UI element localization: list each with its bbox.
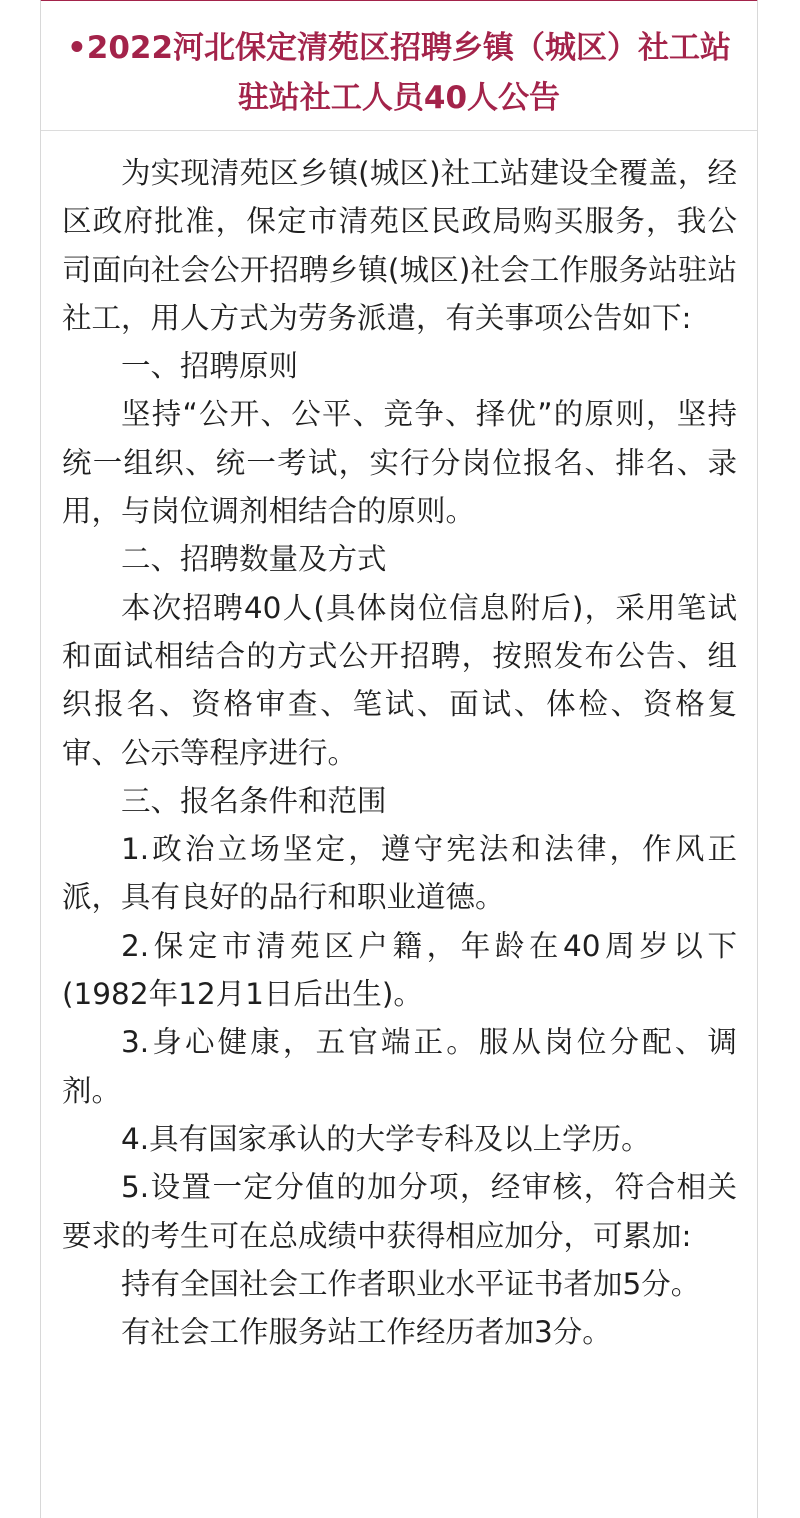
condition-item-5: 5.设置一定分值的加分项，经审核，符合相关要求的考生可在总成绩中获得相应加分，可累加: xyxy=(62,1170,737,1253)
condition-item-2: 2.保定市清苑区户籍，年龄在40周岁以下(1982年12月1日后出生)。 xyxy=(62,928,737,1012)
condition-item-4: 4.具有国家承认的大学专科及以上学历。 xyxy=(121,1121,651,1156)
section-heading-conditions: 三、报名条件和范围 xyxy=(121,783,387,818)
announcement-card xyxy=(40,0,758,1518)
announcement-title: •2022河北保定清苑区招聘乡镇（城区）社工站驻站社工人员40人公告 xyxy=(66,30,732,116)
quantity-paragraph: 本次招聘40人(具体岗位信息附后)，采用笔试和面试相结合的方式公开招聘，按照发布公告、组织报名、资格审查、笔试、面试、体检、资格复审、公示等程序进行。 xyxy=(62,590,737,770)
intro-paragraph: 为实现清苑区乡镇(城区)社工站建设全覆盖，经区政府批准，保定市清苑区民政局购买服务，我公司面向社会公开招聘乡镇(城区)社会工作服务站驻站社工，用人方式为劳务派遣，有关事项公告如下: xyxy=(62,156,737,335)
section-heading-principles: 一、招聘原则 xyxy=(121,349,299,384)
principles-paragraph: 坚持“公开、公平、竞争、择优”的原则，坚持统一组织、统一考试，实行分岗位报名、排名、录用，与岗位调剂相结合的原则。 xyxy=(62,397,737,529)
announcement-header xyxy=(41,1,757,131)
section-heading-quantity: 二、招聘数量及方式 xyxy=(121,542,387,577)
condition-item-1: 1.政治立场坚定，遵守宪法和法律，作风正派，具有良好的品行和职业道德。 xyxy=(62,832,737,915)
bonus-item-experience: 有社会工作服务站工作经历者加3分。 xyxy=(121,1315,612,1350)
bonus-item-certificate: 持有全国社会工作者职业水平证书者加5分。 xyxy=(121,1266,701,1301)
condition-item-3: 3.身心健康，五官端正。服从岗位分配、调剂。 xyxy=(62,1025,737,1108)
announcement-body xyxy=(41,131,757,1356)
